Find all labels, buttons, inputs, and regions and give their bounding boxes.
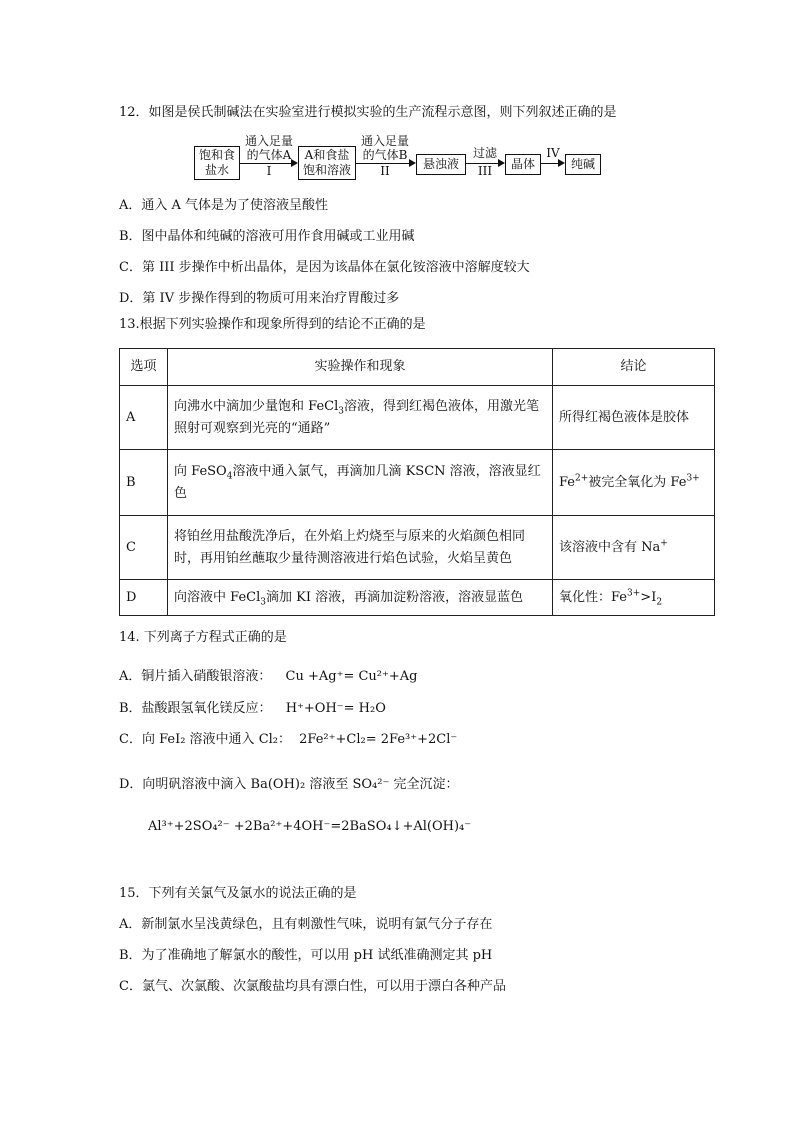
q14-c-equation: 2Fe²⁺+Cl₂= 2Fe³⁺+2Cl⁻: [299, 732, 458, 747]
row-c-operation: 将铂丝用盐酸洗净后，在外焰上灼烧至与原来的火焰颜色相同时，再用铂丝蘸取少量待测溶液进行焰色试验，火焰呈黄色: [168, 516, 553, 580]
row-b-operation: 向 FeSO$_4$溶液中通入氯气，再滴加几滴 KSCN 溶液，溶液显红色: [168, 450, 553, 516]
flow-box-soda-ash: 纯碱: [565, 154, 601, 175]
flow-box-crystal: 晶体: [505, 154, 541, 175]
q15-option-a: A．新制氯水呈浅黄绿色，且有刺激性气味，说明有氯气分子存在: [119, 917, 493, 932]
table-row: [120, 386, 715, 450]
q14-stem: 14. 下列离子方程式正确的是: [119, 630, 287, 645]
header-conclusion: 结论: [553, 349, 715, 386]
row-d-option: D: [120, 580, 168, 616]
q12-option-d: D．第 IV 步操作得到的物质可用来治疗胃酸过多: [119, 291, 400, 306]
q14-option-a: [119, 668, 417, 686]
q14-a-label: A．铜片插入硝酸银溶液：: [119, 669, 272, 684]
arrow2-label-line1: 通入足量: [360, 134, 409, 148]
flow-box-saturated-brine: [194, 146, 240, 180]
table-row: [120, 450, 715, 516]
flow-box-a-brine: [298, 146, 356, 180]
arrow1-label-line2: 的气体A: [246, 148, 292, 162]
q12-option-a: A．通入 A 气体是为了使溶液呈酸性: [119, 198, 329, 213]
arrow1-label: [240, 134, 298, 162]
q14-option-b: [119, 700, 386, 718]
q15-stem: 15．下列有关氯气及氯水的说法正确的是: [119, 886, 357, 901]
q14-a-equation: Cu +Ag⁺= Cu²⁺+Ag: [285, 669, 418, 684]
row-a-conclusion: 所得红褐色液体是胶体: [553, 386, 715, 450]
q15-option-b: B．为了准确地了解氯水的酸性，可以用 pH 试纸准确测定其 pH: [119, 948, 493, 963]
q12-stem: 12．如图是侯氏制碱法在实验室进行模拟实验的生产流程示意图，则下列叙述正确的是: [119, 105, 617, 120]
q14-b-label: B．盐酸跟氢氧化镁反应：: [119, 701, 272, 716]
q15-option-c: C．氯气、次氯酸、次氯酸盐均具有漂白性，可以用于漂白各种产品: [119, 979, 506, 994]
q12-option-b: B．图中晶体和纯碱的溶液可用作食用碱或工业用碱: [119, 229, 415, 244]
row-d-conclusion: 氧化性：$Fe^{3+}>I_2$: [553, 580, 715, 616]
row-c-option: C: [120, 516, 168, 580]
row-b-option: B: [120, 450, 168, 516]
header-operation: 实验操作和现象: [168, 349, 553, 386]
arrow3-label: 过滤: [472, 146, 497, 160]
arrow4-head: [558, 159, 565, 167]
q13-stem: 13.根据下列实验操作和现象所得到的结论不正确的是: [119, 317, 426, 332]
q12-option-c: C．第 III 步操作中析出晶体，是因为该晶体在氯化铵溶液中溶解度较大: [119, 260, 530, 275]
q13-table: [119, 348, 715, 616]
flow-box2-line2: 饱和溶液: [302, 163, 351, 177]
arrow4-line: [541, 163, 559, 164]
header-option: 选项: [120, 349, 168, 386]
q14-option-c: [119, 731, 457, 749]
q14-option-d: D．向明矾溶液中滴入 Ba(OH)₂ 溶液至 SO₄²⁻ 完全沉淀：: [119, 777, 459, 792]
q14-c-label: C．向 FeI₂ 溶液中通入 Cl₂：: [119, 732, 292, 747]
row-a-option: A: [120, 386, 168, 450]
flow-box2-line1: A和食盐: [304, 148, 350, 162]
arrow2-label: [356, 134, 414, 162]
row-a-operation: 向沸水中滴加少量饱和 FeCl$_3$溶液，得到红褐色液体，用激光笔照射可观察到光亮的“通路”: [168, 386, 553, 450]
table-row: [120, 580, 715, 616]
row-c-conclusion: 该溶液中含有 Na+: [553, 516, 715, 580]
q14-b-equation: H⁺+OH⁻= H₂O: [285, 701, 386, 716]
arrow2-label-line2: 的气体B: [362, 148, 408, 162]
row-b-conclusion: $Fe^{2+}$被完全氧化为 $Fe^{3+}$: [553, 450, 715, 516]
table-row: [120, 516, 715, 580]
table-header-row: [120, 349, 715, 386]
arrow1-label-line1: 通入足量: [244, 134, 293, 148]
q14-d-equation: Al³⁺+2SO₄²⁻ +2Ba²⁺+4OH⁻=2BaSO₄↓+Al(OH)₄⁻: [148, 819, 472, 834]
arrow4-label: IV: [546, 146, 560, 160]
flow-box1-line1: 饱和食: [198, 148, 235, 162]
flow-box-suspension: 悬浊液: [416, 154, 466, 175]
flow-box1-line2: 盐水: [204, 163, 229, 177]
arrow2-step: II: [380, 164, 390, 178]
arrow3-step: III: [477, 164, 493, 178]
arrow1-step: I: [266, 164, 272, 178]
row-d-operation: 向溶液中 FeCl$_3$滴加 KI 溶液，再滴加淀粉溶液，溶液显蓝色: [168, 580, 553, 616]
